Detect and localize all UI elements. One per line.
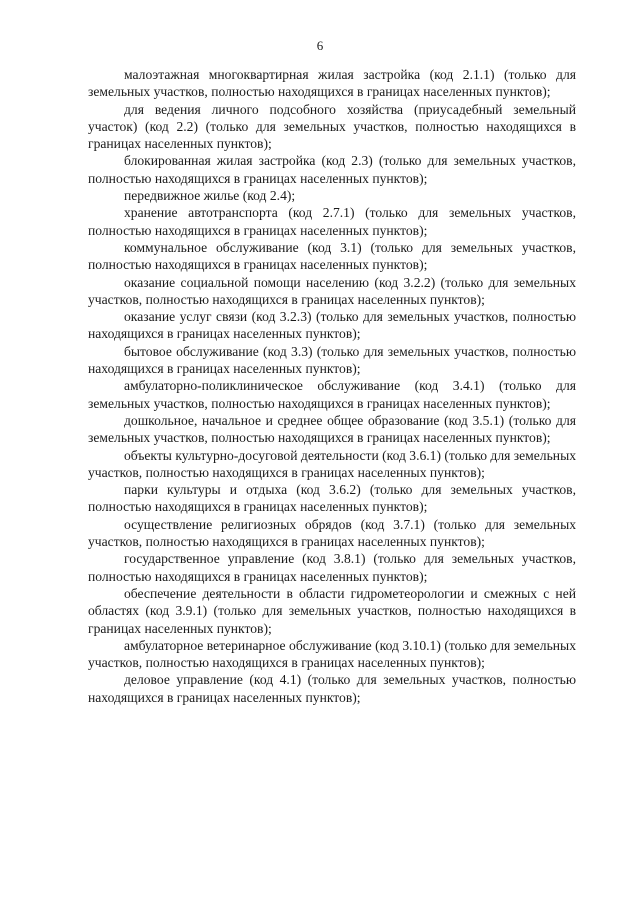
paragraph: дошкольное, начальное и среднее общее образование (код 3.5.1) (только для земельных участков, полностью находящихся в границах населенных пунктов); [88, 412, 576, 446]
paragraph: государственное управление (код 3.8.1) (только для земельных участков, полностью находящихся в границах населенных пунктов); [88, 551, 576, 584]
paragraph: оказание услуг связи (код 3.2.3) (только для земельных участков, полностью находящихся в границах населенных пунктов); [88, 309, 576, 342]
page-number: 6 [316, 38, 324, 53]
paragraph: оказание социальной помощи населению (код 3.2.2) (только для земельных участков, полностью находящихся в границах населенных пунктов); [88, 274, 576, 307]
paragraph: объекты культурно-досуговой деятельности (код 3.6.1) (только для земельных участков, полностью находящихся в границах населенных пунктов); [88, 447, 576, 480]
paragraph: блокированная жилая застройка (код 2.3) (только для земельных участков, полностью находящихся в границах населенных пунктов); [88, 153, 576, 186]
paragraph: хранение автотранспорта (код 2.7.1) (только для земельных участков, полностью находящихся в границах населенных пунктов); [88, 205, 576, 238]
document-body [88, 66, 576, 706]
paragraph: коммунальное обслуживание (код 3.1) (только для земельных участков, полностью находящихся в границах населенных пунктов); [88, 239, 576, 273]
paragraph: деловое управление (код 4.1) (только для земельных участков, полностью находящихся в границах населенных пунктов); [88, 672, 576, 705]
paragraph: передвижное жилье (код 2.4); [124, 188, 296, 204]
paragraph: амбулаторное ветеринарное обслуживание (код 3.10.1) (только для земельных участков, полностью находящихся в границах населенных пунктов); [88, 637, 576, 671]
paragraph: парки культуры и отдыха (код 3.6.2) (только для земельных участков, полностью находящихся в границах населенных пунктов); [88, 482, 576, 515]
paragraph: бытовое обслуживание (код 3.3) (только для земельных участков, полностью находящихся в границах населенных пунктов); [88, 343, 576, 377]
paragraph: для ведения личного подсобного хозяйства (приусадебный земельный участок) (код 2.2) (только для земельных участков, полностью находящихся в границах населенных пунктов); [88, 101, 576, 152]
paragraph: осуществление религиозных обрядов (код 3.7.1) (только для земельных участков, полностью находящихся в границах населенных пунктов); [88, 516, 576, 550]
paragraph: обеспечение деятельности в области гидрометеорологии и смежных с ней областях (код 3.9.1) (только для земельных участков, полностью находящихся в границах населенных пунктов); [88, 585, 576, 636]
paragraph: малоэтажная многоквартирная жилая застройка (код 2.1.1) (только для земельных участков, полностью находящихся в границах населенных пунктов); [88, 67, 576, 100]
paragraph: амбулаторно-поликлиническое обслуживание (код 3.4.1) (только для земельных участков, полностью находящихся в границах населенных пунктов); [88, 378, 576, 411]
